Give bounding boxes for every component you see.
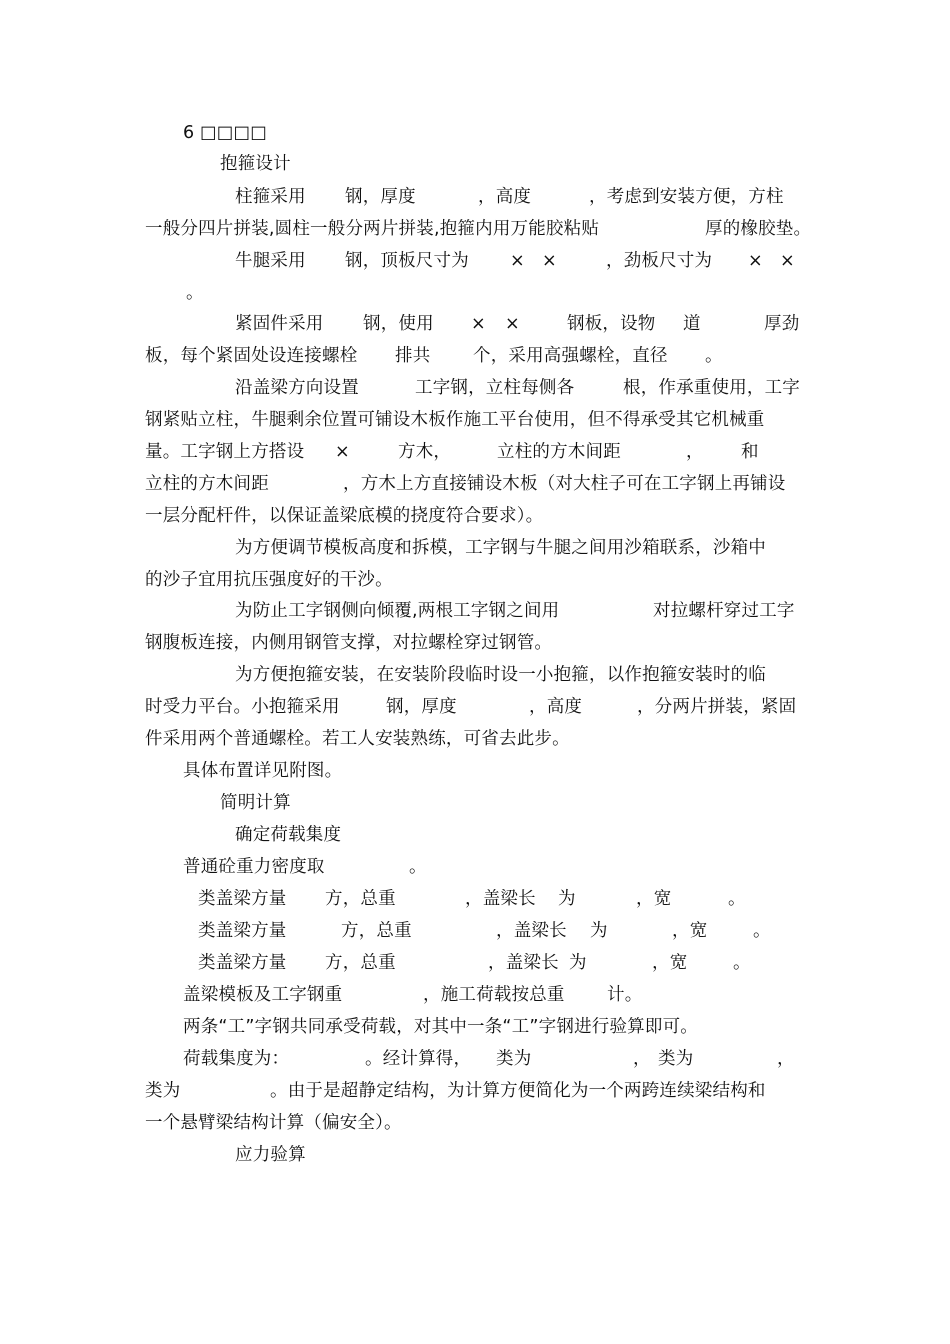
heading-stress-check: 应力验算: [235, 1145, 306, 1165]
heading-hoop-design: 抱箍设计: [220, 154, 291, 174]
text: 为方便抱箍安装，在安装阶段临时设一小抱箍，以作抱箍安装时的临: [235, 665, 766, 685]
text: 一般分四片拼装,圆柱一般分两片拼装,抱箍内用万能胶粘贴: [145, 219, 600, 239]
text: ，盖梁长: [465, 889, 536, 909]
text: 。经计算得，: [365, 1049, 472, 1069]
text: ，施工荷载按总重: [423, 985, 565, 1005]
text: 方，总重: [325, 889, 396, 909]
text: 方，总重: [341, 921, 412, 941]
text: 类为: [145, 1081, 181, 1101]
text: 工字钢，立柱每侧各: [415, 378, 575, 398]
text: 类为: [496, 1049, 532, 1069]
text: 。: [753, 921, 771, 941]
section-title: □□□□: [200, 123, 267, 143]
text: ，盖梁长: [488, 953, 559, 973]
text: 类为: [658, 1049, 694, 1069]
text: 和: [741, 442, 759, 462]
text: 厚劲: [764, 314, 800, 334]
text: ，方木上方直接铺设木板（对大柱子可在工字钢上再铺设: [343, 474, 786, 494]
text: ，分两片拼装，紧固: [637, 697, 797, 717]
text: ×: [335, 442, 350, 462]
text: 为方便调节模板高度和拆模，工字钢与牛腿之间用沙箱联系，沙箱中: [235, 538, 766, 558]
text: 普通砼重力密度取: [183, 857, 325, 877]
text: 钢板，设物: [567, 314, 656, 334]
text: 道: [683, 314, 701, 334]
text: 排共: [395, 346, 431, 366]
text: 。: [186, 283, 204, 303]
text: 厚的橡胶垫。: [705, 219, 812, 239]
text: 类盖梁方量: [198, 921, 287, 941]
heading-calculation: 简明计算: [220, 793, 291, 813]
text: 盖梁模板及工字钢重: [183, 985, 343, 1005]
text: ，宽: [636, 889, 672, 909]
heading-load: 确定荷载集度: [235, 825, 342, 845]
text: 为: [590, 921, 608, 941]
text: 。由于是超静定结构，为计算方便简化为一个两跨连续梁结构和: [270, 1081, 766, 1101]
text: ，高度: [529, 697, 583, 717]
text: 个，采用高强螺栓，直径: [473, 346, 668, 366]
text: 紧固件采用: [235, 314, 324, 334]
text: 钢，厚度: [345, 187, 416, 207]
text: 为防止工字钢侧向倾覆,两根工字钢之间用: [235, 601, 560, 621]
text: ，: [686, 442, 704, 462]
text: 方，总重: [325, 953, 396, 973]
layout-note: 具体布置详见附图。: [183, 761, 343, 781]
text: 为: [558, 889, 576, 909]
text: 方木，: [398, 442, 452, 462]
text: 板，每个紧固处设连接螺栓: [145, 346, 358, 366]
text: ，: [633, 1049, 651, 1069]
text: ×: [780, 251, 795, 271]
text: ×: [510, 251, 525, 271]
text: 类盖梁方量: [198, 953, 287, 973]
text: 一个悬臂梁结构计算（偏安全）。: [145, 1113, 402, 1133]
text: 。: [705, 346, 723, 366]
text: ，宽: [672, 921, 708, 941]
text: 量。工字钢上方搭设: [145, 442, 305, 462]
text: 柱箍采用: [235, 187, 306, 207]
text: ×: [505, 314, 520, 334]
two-beams-line: 两条“工”字钢共同承受荷载，对其中一条“工”字钢进行验算即可。: [183, 1017, 698, 1037]
text: 立柱的方木间距: [497, 442, 621, 462]
text: 为: [569, 953, 587, 973]
text: 钢，使用: [363, 314, 434, 334]
text: ，考虑到安装方便，方柱: [589, 187, 784, 207]
text: 。: [728, 889, 746, 909]
text: 时受力平台。小抱箍采用: [145, 697, 340, 717]
text: ，高度: [478, 187, 532, 207]
text: 荷载集度为：: [183, 1049, 290, 1069]
text: ，劲板尺寸为: [606, 251, 713, 271]
text: 件采用两个普通螺栓。若工人安装熟练，可省去此步。: [145, 729, 570, 749]
text: 根，作承重使用，工字: [623, 378, 800, 398]
text: 对拉螺杆穿过工字: [653, 601, 795, 621]
text: 。: [409, 857, 427, 877]
text: 一层分配杆件，以保证盖梁底模的挠度符合要求）。: [145, 506, 544, 526]
text: 立柱的方木间距: [145, 474, 269, 494]
text: ×: [748, 251, 763, 271]
text: 计。: [607, 985, 643, 1005]
text: 钢，厚度: [386, 697, 457, 717]
text: ，: [777, 1049, 795, 1069]
text: 类盖梁方量: [198, 889, 287, 909]
section-number: 6: [183, 123, 195, 143]
text: 的沙子宜用抗压强度好的干沙。: [145, 570, 393, 590]
text: 沿盖梁方向设置: [235, 378, 359, 398]
text: ×: [471, 314, 486, 334]
text: 钢腹板连接，内侧用钢管支撑，对拉螺栓穿过钢管。: [145, 633, 553, 653]
text: 钢，顶板尺寸为: [345, 251, 469, 271]
text: ×: [542, 251, 557, 271]
text: 。: [733, 953, 751, 973]
text: 牛腿采用: [235, 251, 306, 271]
text: ，宽: [652, 953, 688, 973]
text: ，盖梁长: [496, 921, 567, 941]
text: 钢紧贴立柱，牛腿剩余位置可铺设木板作施工平台使用，但不得承受其它机械重: [145, 410, 765, 430]
